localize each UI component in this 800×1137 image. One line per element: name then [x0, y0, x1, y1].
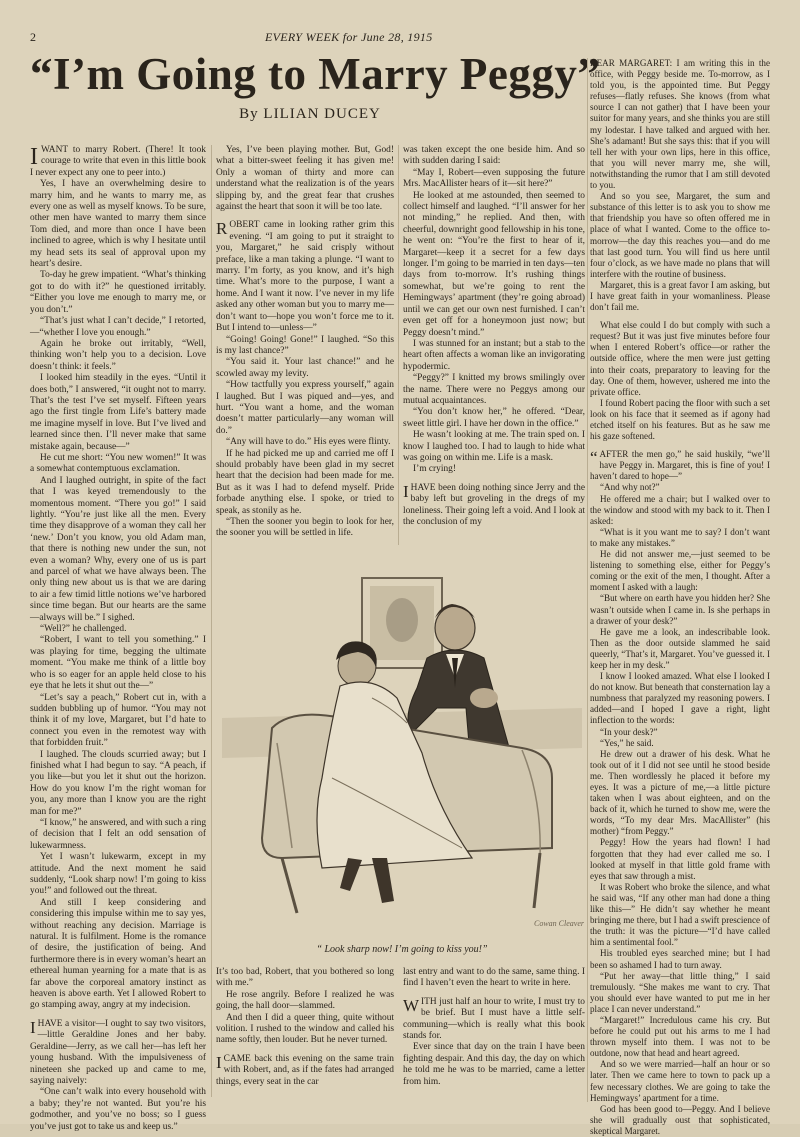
paragraph: I found Robert pacing the floor with such a set look on his face that it seemed as if agony had etched itself on his features. But as he saw me his gaze softened.: [590, 397, 770, 442]
paragraph: He rose angrily. Before I realized he was going, the hall door—slammed.: [216, 989, 394, 1012]
paragraph: “Going! Going! Gone!” I laughed. “So this is my last chance?”: [216, 334, 394, 356]
article-title: “I’m Going to Marry Peggy”: [30, 49, 601, 99]
paragraph: His troubled eyes searched mine; but I had been so ashamed I had to turn away.: [590, 948, 770, 970]
column-rule: [211, 145, 212, 1097]
paragraph: “ AFTER the men go,” he said huskily, “we’ll have Peggy in. Margaret, this is fine of you! I haven’t dared to hope—”: [590, 448, 770, 482]
paragraph: He cut me short: “You new women!” It was a somewhat contemptuous exclamation.: [30, 452, 206, 475]
paragraph: “I know,” he answered, and with such a ring of decision that I felt an odd sensation of lukewarmness.: [30, 817, 207, 851]
drop-cap: I: [216, 1052, 222, 1072]
illustration-signature: Cowan Cleaver: [534, 919, 584, 928]
drop-cap: W: [403, 995, 420, 1015]
paragraph: I laughed. The clouds scurried away; but I finished what I had begun to say. “A peach, if you like—but you let it shut out the horizon. How do you know I’m the right woman for you, any more than I know you are the right man for me?”: [30, 749, 206, 817]
illustration-caption: “ Look sharp now! I’m going to kiss you!”: [316, 944, 488, 955]
column-2: [216, 145, 394, 545]
paragraph: “You don’t know her,” he offered. “Dear, sweet little girl. I have her down in the office.”: [403, 407, 585, 429]
paragraph: And then I did a queer thing, quite without volition. I rushed to the window and called his name softly, then louder. But he never turned.: [216, 1012, 394, 1046]
drop-cap: R: [216, 219, 228, 239]
paragraph: “In your desk?”: [600, 726, 658, 737]
paragraph: And still I keep considering and considering this impulse within me to say yes, without reaching any decision. Marriage is natural. It is fulfilment. Home is the romance of desire, the justification of being. And furthermore there is in every woman’s heart an ethereal human yearning for a mate that is as far above the corporeal amatory instinct as heaven is above earth. Yet I allowed Robert to go stamping away, angry at my indecision.: [30, 897, 206, 1011]
paragraph: was taken except the one beside him. And so with sudden daring I said:: [403, 145, 585, 167]
paragraph: It was Robert who broke the silence, and what he said was, “If any other man had done a thing like this—” He didn’t say whether he meant bringing me there, but I had a swift prescience of the truth: it was the picture—“I’d have called him a sentimental fool.”: [590, 881, 770, 948]
drop-cap: I: [30, 144, 38, 170]
column-rule: [587, 58, 588, 1102]
drop-cap: I: [30, 1017, 36, 1037]
paragraph: I was stunned for an instant; but a stab to the heart often affects a woman like an invigorating hypodermic.: [403, 338, 585, 372]
paragraph: “Peggy?” I knitted my brows smilingly over the name. There were no Peggys among our mutual acquaintances.: [403, 373, 585, 406]
paragraph: If he had picked me up and carried me off I should probably have been glad in my secret heart that the decision had been made for me. But as it was I had to defend myself. Pride forbade anything else. I spoke, or tried to speak, as stonily as he.: [216, 448, 394, 516]
paragraph: Ever since that day on the train I have been fighting despair. And this day, the day on which he told me he was to be married, came a letter from him.: [403, 1042, 585, 1087]
paragraph: ROBERT came in looking rather grim this evening. “I am going to put it straight to you, Margaret,” he said crisply without preface, like a man taking a plunge. “I want to marry. I’m forty, as you know, and it’s high time. What’s more to the purpose, I want a home. And I want it now. I’ve never in my life asked any other woman but you to marry me—don’t want to—hope you won’t force me to it. But I intend to—unless—”: [216, 219, 394, 334]
paragraph: “Any will have to do.” His eyes were flinty.: [226, 437, 391, 448]
paragraph: I know I looked amazed. What else I looked I do not know. But beneath that consternation lay a numbness that paralyzed my reasoning powers. I added—and I hoped I gave a right, light inflection to the words:: [590, 671, 770, 726]
byline: By LILIAN DUCEY: [239, 106, 381, 122]
column-3: [403, 145, 585, 545]
paragraph: “Then the sooner you begin to look for her, the sooner you will be settled in life.: [216, 517, 394, 539]
paragraph: Yet I wasn’t lukewarm, except in my attitude. And the next moment he said suddenly, “Look sharp now! I’m going to kiss you!” and followed out the threat.: [30, 852, 206, 897]
paragraph: DEAR MARGARET: I am writing this in the office, with Peggy beside me. To-morrow, as I told you, is the appointed time. But Peggy refuses—flatly refuses. She knows (from what source I can not gather) that I have been your suitor for many years, and she thinks you are still my lodestar. I have talked and argued with her. She’s adamant! But she says this: that if you will tell her with your own lips, here in this office, that you will never marry me, she will, notwithstanding the rumor that I am still devoted to you.: [590, 58, 770, 191]
paragraph: IHAVE a visitor—I ought to say two visitors,—little Geraldine Jones and her baby. Geraldine—Jerry, as we call her—has left her young husband. With the impulsiveness of nineteen she packed up and came to me, saying naively:: [30, 1017, 206, 1086]
paragraph: It’s too bad, Robert, that you bothered so long with me.”: [216, 967, 394, 989]
paragraph: WITH just half an hour to write, I must try to be brief. But I must have a little self-communing—which is really what this book stands for.: [403, 995, 585, 1042]
paragraph: “But where on earth have you hidden her? She wasn’t outside when I came in. Is she perhaps in a drawer of your desk?”: [590, 593, 770, 626]
paragraph: Margaret, this is a great favor I am asking, but I have great faith in your womanliness. Please don’t fail me.: [590, 279, 770, 313]
paragraph: He wasn’t looking at me. The train sped on. I know I laughed too. I had to laugh to hide what was going on within me. Life is a mask.: [403, 430, 585, 463]
column-3-continued: [403, 967, 585, 1097]
paragraph: “Let’s say a peach,” Robert cut in, with a sudden bubbling up of humor. “You may not think it of my love, Margaret, but I’d hate to connect you even in the remotest way with that forbidden fruit.”: [30, 692, 206, 749]
paragraph: I looked him steadily in the eyes. “Until it does both,” I answered, “it ought not to marry. That’s the test I’ve set myself. Fifteen years ago the first tingle from Life’s battery made me imagine myself in love. But I’ve lived and learned since then. I’ll never make that same mistake again, because—”: [30, 373, 206, 452]
paragraph: last entry and want to do the same, same thing. I find I haven’t even the heart to write in here.: [403, 967, 585, 989]
paragraph: “One can’t walk into every household with a baby; they’re not wanted. But you’re his godmother, and you’ve no boss; so I guess you’ve just got to take us and keep us.”: [30, 1087, 206, 1132]
paragraph: Again he broke out irritably, “Well, thinking won’t help you to a decision. Love doesn’t think: it feels.”: [30, 338, 206, 372]
column-4: [590, 58, 770, 1136]
paragraph: And I laughed outright, in spite of the fact that I was keyed tremendously to the momentous moment. “There you go!” I said lightly. “You’re just like all the men. Every time they disapprove of a woman they call her ‘new.’ Don’t you know, you old Adam man, that there is nothing new under the sun, not even a woman? Why, every one of us is part and parcel of what we have always been. The only thing new about us is that we are daring to air a few timid little notions we’ve harbored since time began. But our hearts are the same—always will be.” I sighed.: [30, 475, 206, 623]
paragraph: “What is it you want me to say? I don’t want to make any mistakes.”: [590, 526, 770, 548]
paragraph: Peggy! How the years had flown! I had forgotten that they had ever called me so. I looked at myself in that little gold frame with eyes that saw through a mist.: [590, 837, 770, 881]
drop-cap: “: [590, 448, 598, 468]
column-2-continued: [216, 967, 394, 1097]
paragraph: He looked at me astounded, then seemed to collect himself and laughed. “I’ll answer for her not minding,” he replied. And then, with cheerful, downright good fellowship in his tone, he went on: “You’re the first to hear of it, Margaret—keep it a secret for a few days longer. I’m going to be married in ten days—ten days from to-morrow. It’s rushing things somewhat, but we’re going to rent the Hemingways’ apartment (they’re going abroad) until we can get our own nest furnished. I can’t even get off for a honeymoon just now; but Peggy doesn’t mind.”: [403, 190, 585, 338]
paragraph: I’m crying!: [413, 464, 456, 475]
paragraph: And so we were married—half an hour or so later. Then we came here to town to pack up a few necessary clothes. We are going to take the Hemingways’ apartment for a time.: [590, 1059, 770, 1103]
paragraph: To-day he grew impatient. “What’s thinking got to do with it?” he questioned irritably. “Either you love me enough to marry me, or you don’t.”: [30, 270, 206, 315]
paragraph: “And why not?”: [600, 482, 660, 493]
page-number: 2: [30, 30, 36, 44]
paragraph: He did not answer me,—just seemed to be listening to something else, either for Peggy’s coming or the exit of the men, I thought. After a moment I asked with a laugh:: [590, 549, 770, 593]
paragraph: He offered me a chair; but I walked over to the window and stood with my back to it. Then I asked:: [590, 493, 770, 526]
paragraph: “Put her away—that little thing,” I said tremulously. “She makes me want to cry. That you should ever have wanted to put me in her place I can never understand.”: [590, 970, 770, 1014]
paragraph: “How tactfully you express yourself,” again I laughed. But I was piqued and—yes, and hurt. “You want a home, and the woman doesn’t matter particularly—any woman will do.”: [216, 380, 394, 436]
paragraph: IHAVE been doing nothing since Jerry and the baby left but groveling in the dregs of my loneliness. Their going left a void. And I look at the conclusion of my: [403, 481, 585, 527]
paragraph: He gave me a look, an indescribable look. Then as the door outside slammed he said queerly, “That’s it, Margaret. You’ve guessed it. I keep her in my desk.”: [590, 626, 770, 670]
paragraph: IWANT to marry Robert. (There! It took courage to write that even in this little book I never expect any one to peer into.): [30, 144, 206, 178]
running-head: EVERY WEEK for June 28, 1915: [265, 30, 433, 44]
paragraph: “Well?” he challenged.: [40, 624, 127, 635]
paragraph: “May I, Robert—even supposing the future Mrs. MacAllister hears of it—sit here?”: [403, 167, 585, 190]
paragraph: “That’s just what I can’t decide,” I retorted,—“whether I love you enough.”: [30, 316, 206, 338]
column-rule: [398, 145, 399, 545]
paragraph: “Margaret!” Incredulous came his cry. But before he could put out his arms to me I had thrown myself into them. I was not to be outdone, now that head and heart agreed.: [590, 1014, 770, 1059]
paragraph: And so you see, Margaret, the sum and substance of this letter is to ask you to show me that friendship you have so often offered me in place of what I wanted. Come to the office to-morrow—the day this reaches you—and do me that last good turn. You will find us here until four o’clock, as we have made no plans that will interfere with the routine of business.: [590, 191, 770, 279]
column-1: [30, 144, 207, 1132]
paragraph: “Robert, I want to tell you something.” I was playing for time, begging the ultimate moment. “You make me think of a little boy who is so eager for an apple held close to his eye that he lets it shut out the—”: [30, 635, 206, 692]
drop-cap: I: [403, 481, 409, 501]
paragraph: “You said it. Your last chance!” and he scowled away my levity.: [216, 357, 394, 379]
paragraph: What else could I do but comply with such a request? But it was just five minutes before four when I entered Robert’s office—or rather the outside office, where the men were just getting into their coats, preparatory to leaving for the day. One of them, however, ushered me into the private office.: [590, 320, 770, 397]
paragraph: He drew out a drawer of his desk. What he took out of it I did not see until he stood beside me. Then wordlessly he placed it before my eyes. It was a picture of me,—a little picture taken when I was about eighteen, and on the back of it, which he turned to show me, were the words, “To my dear Mrs. MacAllister” (his mother) “from Peggy.”: [590, 748, 770, 837]
paragraph: Yes, I’ve been playing mother. But, God! what a bitter-sweet feeling it has given me! Only a woman of thirty and more can understand what the realization is of the years slipping by, and the great fear that crushes against the heart that soon it will be too late.: [216, 145, 394, 213]
paragraph: “Yes,” he said.: [600, 737, 654, 748]
illustration: [222, 558, 582, 933]
paragraph: ICAME back this evening on the same train with Robert, and, as if the fates had arranged things, every seat in the car: [216, 1052, 394, 1087]
paragraph: Yes, I have an overwhelming desire to marry him, and he wants to marry me, as every one as well as myself knows. To be sure, other men have wanted to marry them since Tom died, and more than once I have been inclined to agree, which is why I hesitate until my head sets its seal of approval upon my heart’s desire.: [30, 179, 206, 270]
paragraph: God has been good to—Peggy. And I believe she will gradually oust that sophisticated, skeptical Margaret.: [590, 1103, 770, 1136]
